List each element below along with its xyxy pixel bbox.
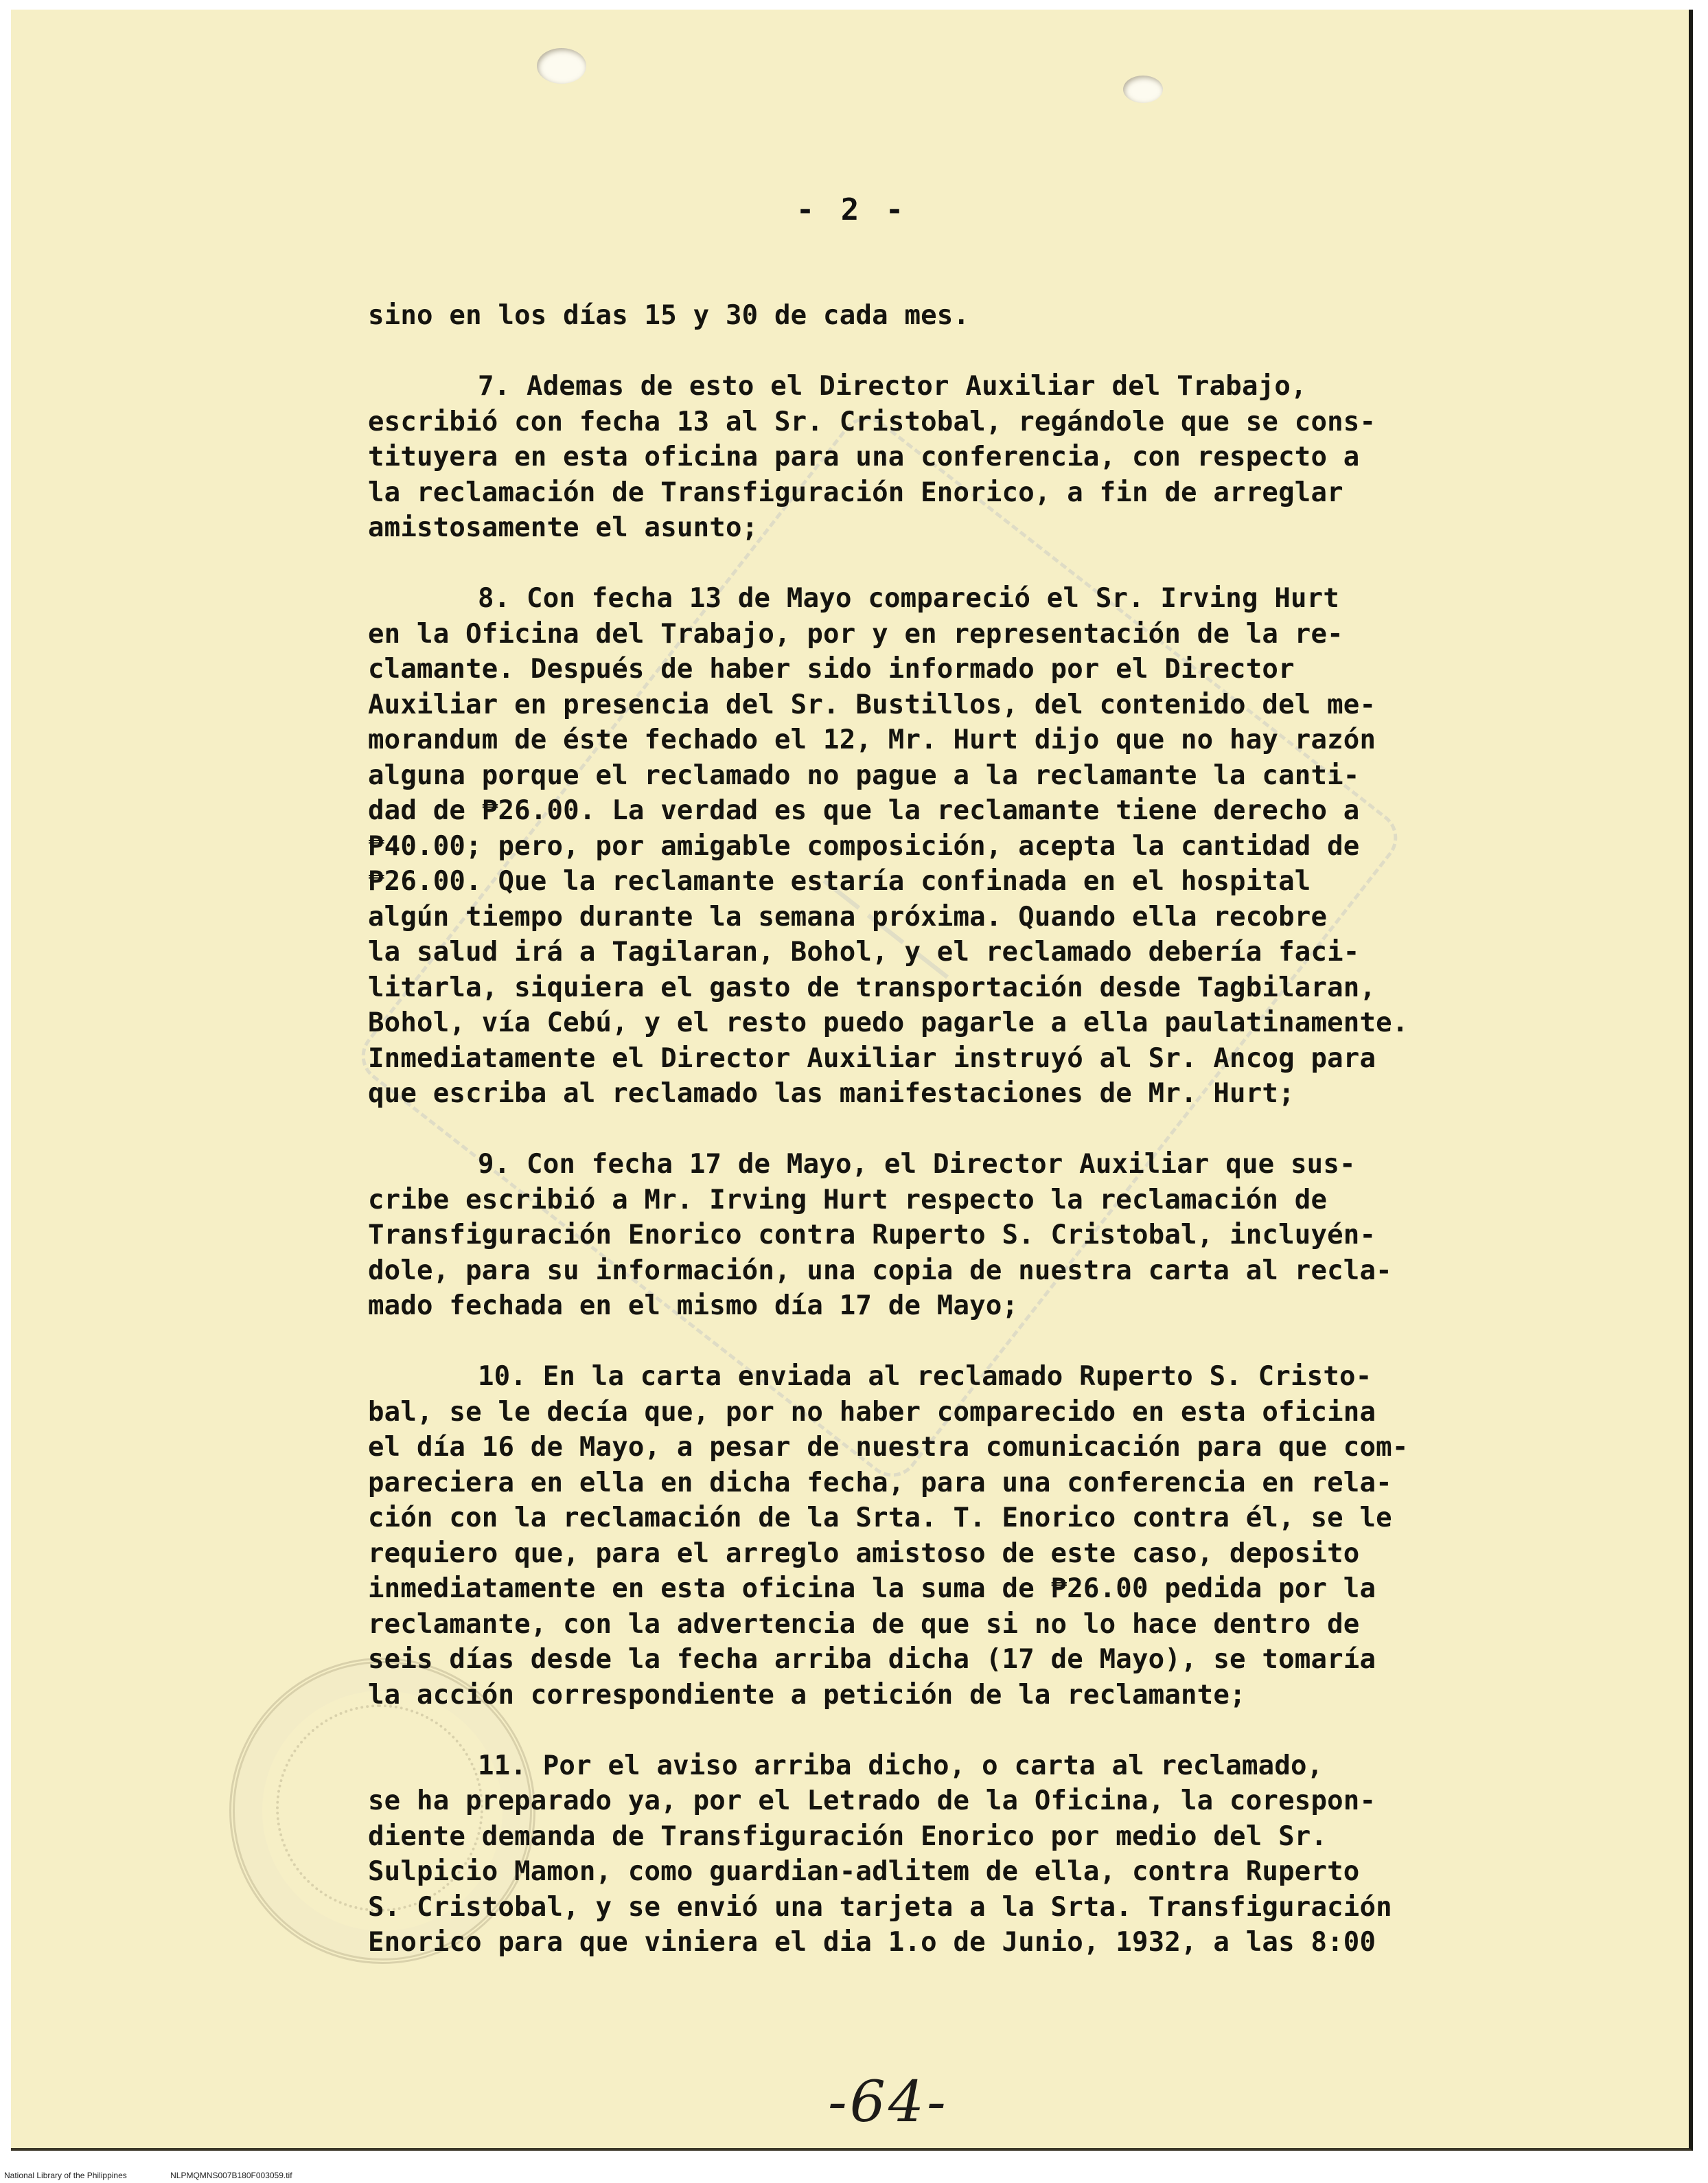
paragraph-line: ción con la reclamación de la Srta. T. Enorico contra él, se le — [368, 1502, 1392, 1533]
punch-hole-right — [1123, 76, 1163, 103]
footer-institution: National Library of the Philippines — [4, 2171, 127, 2180]
paragraph-line: 10. En la carta enviada al reclamado Ruperto S. Cristo- — [478, 1361, 1372, 1392]
page-number: - 2 - — [796, 192, 908, 227]
paragraph-line: S. Cristobal, y se envió una tarjeta a la Srta. Transfiguración — [368, 1891, 1392, 1923]
paragraph-line: 7. Ademas de esto el Director Auxiliar del Trabajo, — [478, 371, 1307, 402]
paragraph-line: ₱26.00. Que la reclamante estaría confinada en el hospital — [368, 866, 1311, 897]
document-page — [11, 10, 1693, 2151]
paragraph-line: pareciera en ella en dicha fecha, para una conferencia en rela- — [368, 1467, 1392, 1498]
paragraph-line: ₱40.00; pero, por amigable composición, acepta la cantidad de — [368, 830, 1360, 862]
paragraph-line: 8. Con fecha 13 de Mayo compareció el Sr. Irving Hurt — [478, 583, 1340, 614]
paragraph-line: alguna porque el reclamado no pague a la reclamante la canti- — [368, 759, 1360, 791]
paragraph-line: cribe escribió a Mr. Irving Hurt respecto la reclamación de — [368, 1184, 1328, 1215]
paragraph-line: mado fechada en el mismo día 17 de Mayo; — [368, 1290, 1019, 1321]
paragraph-line: 9. Con fecha 17 de Mayo, el Director Auxiliar que sus- — [478, 1149, 1356, 1180]
paragraph-line: sino en los días 15 y 30 de cada mes. — [368, 300, 970, 331]
faded-stamp-mark: ─── — [804, 852, 980, 1011]
paragraph-p7 — [368, 369, 1535, 546]
paragraph-line: tituyera en esta oficina para una conferencia, con respecto a — [368, 442, 1360, 472]
paragraph-line: seis días desde la fecha arriba dicha (17 de Mayo), se tomaría — [368, 1644, 1376, 1675]
paragraph-line: algún tiempo durante la semana próxima. Quando ella recobre — [368, 901, 1328, 933]
paragraph-line: litarla, siquiera el gasto de transportación desde Tagbilaran, — [368, 972, 1376, 1003]
paragraph-line: bal, se le decía que, por no haber comparecido en esta oficina — [368, 1396, 1376, 1428]
document-body — [368, 298, 1535, 1961]
paragraph-line: la salud irá a Tagilaran, Bohol, y el reclamado debería faci- — [368, 937, 1360, 968]
paragraph-line: Auxiliar en presencia del Sr. Bustillos, del contenido del me- — [368, 689, 1376, 720]
paragraph-line: Enorico para que viniera el dia 1.o de Junio, 1932, a las 8:00 — [368, 1927, 1376, 1958]
paragraph-line: Transfiguración Enorico contra Ruperto S. Cristobal, incluyén- — [368, 1220, 1376, 1250]
paragraph-line: Inmediatamente el Director Auxiliar instruyó al Sr. Ancog para — [368, 1042, 1376, 1074]
paragraph-p11 — [368, 1748, 1535, 1961]
paragraph-line: la acción correspondiente a petición de la reclamante; — [368, 1679, 1246, 1711]
paragraph-line: diente demanda de Transfiguración Enorico por medio del Sr. — [368, 1820, 1328, 1852]
paragraph-line: Bohol, vía Cebú, y el resto puedo pagarle a ella paulatinamente. — [368, 1007, 1409, 1038]
paragraph-p10 — [368, 1359, 1535, 1713]
paragraph-line: el día 16 de Mayo, a pesar de nuestra comunicación para que com- — [368, 1432, 1409, 1463]
paragraph-line: Sulpicio Mamon, como guardian-adlitem de ella, contra Ruperto — [368, 1856, 1360, 1887]
paragraph-line: requiero que, para el arreglo amistoso de este caso, deposito — [368, 1538, 1360, 1569]
paragraph-line: la reclamación de Transfiguración Enorico, a fin de arreglar — [368, 477, 1343, 508]
paragraph-line: amistosamente el asunto; — [368, 512, 759, 543]
paragraph-line: inmediatamente en esta oficina la suma de ₱26.00 pedida por la — [368, 1573, 1376, 1604]
paragraph-line: 11. Por el aviso arriba dicho, o carta al reclamado, — [478, 1750, 1324, 1781]
paragraph-p8 — [368, 581, 1535, 1112]
paragraph-line: morandum de éste fechado el 12, Mr. Hurt dijo que no hay razón — [368, 724, 1376, 755]
paragraph-line: que escriba al reclamado las manifestaciones de Mr. Hurt; — [368, 1078, 1295, 1109]
paragraph-line: dole, para su información, una copia de nuestra carta al recla- — [368, 1255, 1392, 1286]
paragraph-p9 — [368, 1147, 1535, 1324]
handwritten-folio-number: -64- — [828, 2070, 949, 2135]
paragraph-line: dad de ₱26.00. La verdad es que la reclamante tiene derecho a — [368, 795, 1360, 826]
paragraph-p-cont — [368, 298, 1535, 334]
footer-file-id: NLPMQMNS007B180F003059.tif — [170, 2171, 292, 2180]
paragraph-line: reclamante, con la advertencia de que si no lo hace dentro de — [368, 1608, 1360, 1640]
paragraph-line: clamante. Después de haber sido informado por el Director — [368, 654, 1295, 685]
punch-hole-left — [537, 48, 586, 84]
paragraph-line: escribió con fecha 13 al Sr. Cristobal, regándole que se cons- — [368, 406, 1376, 437]
scan-footer — [0, 2169, 1708, 2183]
paragraph-line: se ha preparado ya, por el Letrado de la Oficina, la corespon- — [368, 1785, 1376, 1816]
paragraph-line: en la Oficina del Trabajo, por y en representación de la re- — [368, 618, 1343, 650]
